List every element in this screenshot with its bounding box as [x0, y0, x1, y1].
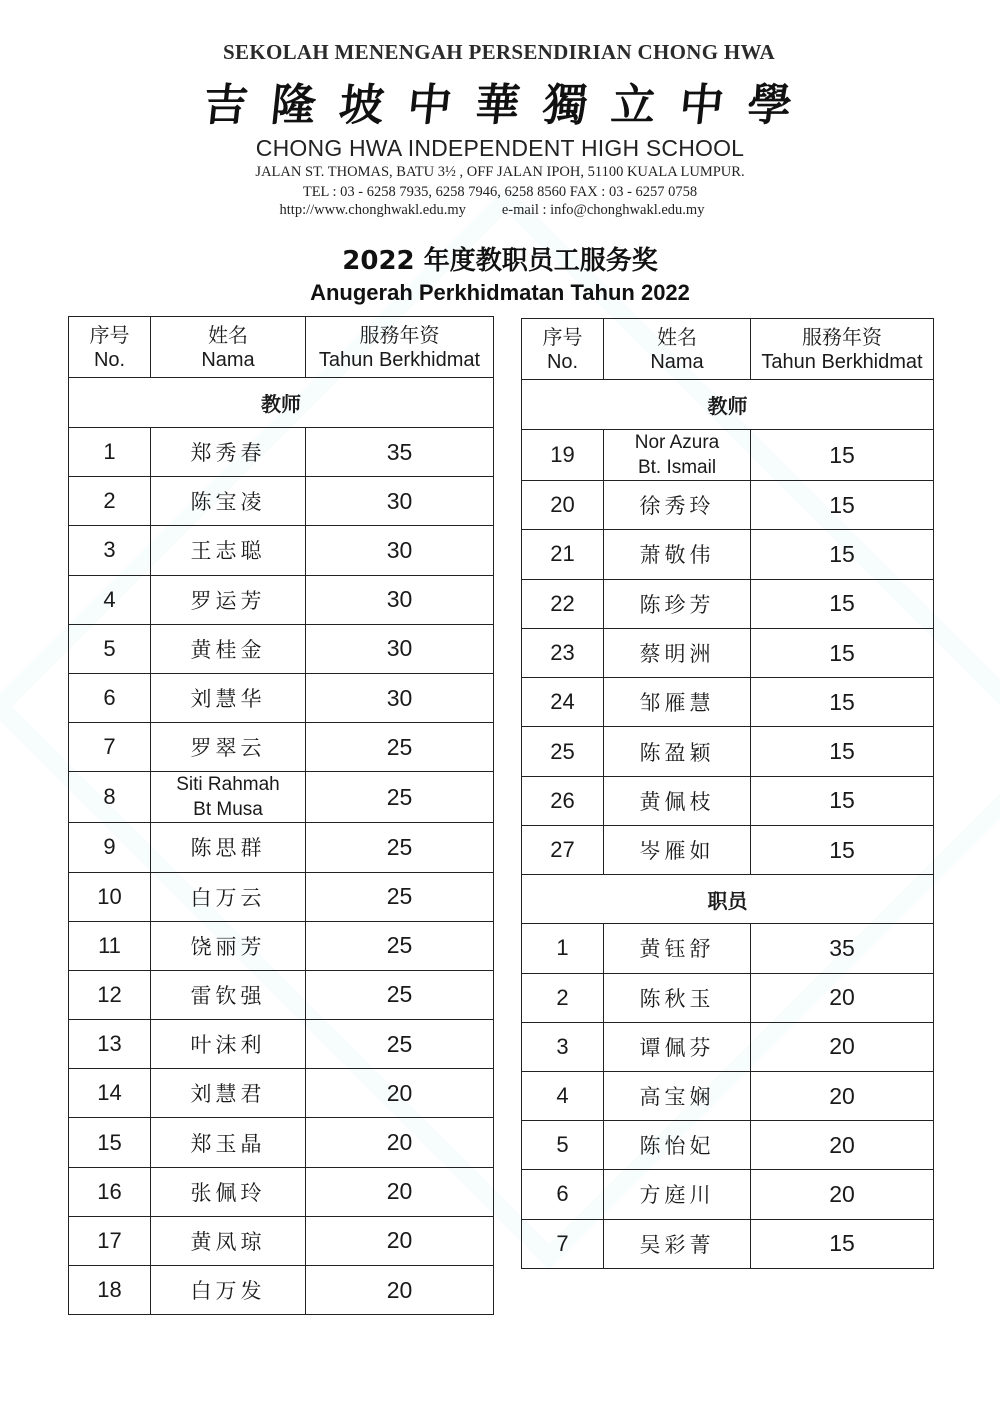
right-teacher-body: [522, 430, 934, 875]
row-years: 15: [751, 579, 934, 628]
row-number: 1: [522, 924, 604, 973]
row-years: 15: [751, 1219, 934, 1268]
row-number: 13: [69, 1020, 151, 1069]
row-number: 3: [69, 526, 151, 575]
row-years: 25: [306, 723, 494, 772]
table-row: [522, 776, 934, 825]
school-phone-fax: TEL : 03 - 6258 7935, 6258 7946, 6258 8560 FAX : 03 - 6257 0758: [302, 184, 698, 200]
row-name: 谭佩芬: [604, 1022, 751, 1071]
table-row: [69, 1069, 494, 1118]
school-email: e-mail : info@chonghwakl.edu.my: [501, 202, 705, 218]
table-row: [69, 1020, 494, 1069]
row-name: 白万云: [151, 872, 306, 921]
row-number: 15: [69, 1118, 151, 1167]
row-years: 25: [306, 921, 494, 970]
table-row: [69, 477, 494, 526]
table-row: [69, 823, 494, 872]
row-number: 20: [522, 481, 604, 530]
table-row: [69, 1118, 494, 1167]
header-no: 序号 No.: [522, 319, 604, 380]
row-name: 陈宝凌: [151, 477, 306, 526]
letterhead: [0, 40, 1000, 219]
section-row-teachers: [69, 378, 494, 428]
page-title-malay: Anugerah Perkhidmatan Tahun 2022: [310, 280, 690, 305]
table-row: [522, 973, 934, 1022]
row-number: 1: [69, 428, 151, 477]
row-number: 19: [522, 430, 604, 481]
row-name: 白万发: [151, 1266, 306, 1315]
row-name: 蔡明洲: [604, 628, 751, 677]
row-years: 15: [751, 776, 934, 825]
header-no: 序号 No.: [69, 317, 151, 378]
row-number: 10: [69, 872, 151, 921]
row-number: 27: [522, 826, 604, 875]
row-name: 郑秀春: [151, 428, 306, 477]
row-number: 11: [69, 921, 151, 970]
section-label-staff: 职员: [522, 875, 934, 924]
row-name: 岑雁如: [604, 826, 751, 875]
row-years: 25: [306, 872, 494, 921]
row-name: 张佩玲: [151, 1167, 306, 1216]
table-row: [69, 575, 494, 624]
row-years: 25: [306, 823, 494, 872]
section-row-teachers: [522, 380, 934, 430]
row-years: 15: [751, 628, 934, 677]
row-number: 22: [522, 579, 604, 628]
school-website: http://www.chonghwakl.edu.my: [279, 202, 466, 218]
table-row: [69, 1167, 494, 1216]
table-row: [522, 1071, 934, 1120]
row-name: Siti Rahmah Bt Musa: [151, 772, 306, 823]
row-years: 20: [751, 1121, 934, 1170]
table-row: [522, 628, 934, 677]
table-header-row: [69, 317, 494, 378]
section-label-teachers: 教师: [69, 378, 494, 428]
header-years: 服務年资 Tahun Berkhidmat: [751, 319, 934, 380]
school-address: JALAN ST. THOMAS, BATU 3½ , OFF JALAN IPOH, 51100 KUALA LUMPUR.: [255, 164, 745, 180]
row-name: 萧敬伟: [604, 530, 751, 579]
row-number: 16: [69, 1167, 151, 1216]
row-years: 20: [751, 973, 934, 1022]
table-row: [522, 579, 934, 628]
row-name: 高宝娴: [604, 1071, 751, 1120]
row-name: 饶丽芳: [151, 921, 306, 970]
row-name: 王志聪: [151, 526, 306, 575]
table-row: [522, 1170, 934, 1219]
web-contacts: [0, 202, 1000, 219]
row-years: 30: [306, 526, 494, 575]
table-row: [69, 428, 494, 477]
school-name-chinese: 吉隆坡中華獨立中學: [200, 80, 819, 131]
table-row: [522, 826, 934, 875]
row-name: 方庭川: [604, 1170, 751, 1219]
row-years: 20: [306, 1167, 494, 1216]
table-row: [69, 970, 494, 1019]
table-row: [522, 1219, 934, 1268]
row-number: 7: [522, 1219, 604, 1268]
row-years: 15: [751, 430, 934, 481]
row-years: 20: [306, 1118, 494, 1167]
row-years: 35: [751, 924, 934, 973]
row-years: 20: [306, 1216, 494, 1265]
row-years: 15: [751, 481, 934, 530]
row-years: 15: [751, 826, 934, 875]
row-number: 5: [69, 624, 151, 673]
row-number: 25: [522, 727, 604, 776]
row-years: 15: [751, 678, 934, 727]
table-row: [522, 727, 934, 776]
row-years: 25: [306, 772, 494, 823]
row-years: 20: [751, 1071, 934, 1120]
row-number: 2: [522, 973, 604, 1022]
row-years: 20: [751, 1022, 934, 1071]
table-row: [522, 1121, 934, 1170]
row-name: 陈秋玉: [604, 973, 751, 1022]
row-name: 徐秀玲: [604, 481, 751, 530]
row-name: 刘慧君: [151, 1069, 306, 1118]
row-number: 3: [522, 1022, 604, 1071]
header-name: 姓名 Nama: [151, 317, 306, 378]
left-table-body: [69, 428, 494, 1315]
row-name: 陈思群: [151, 823, 306, 872]
row-number: 8: [69, 772, 151, 823]
page-title-chinese: 2022 年度教职员工服务奖: [342, 246, 658, 276]
row-number: 4: [522, 1071, 604, 1120]
row-number: 4: [69, 575, 151, 624]
table-header-row: [522, 319, 934, 380]
row-years: 20: [751, 1170, 934, 1219]
table-row: [69, 772, 494, 823]
row-name: 黄桂金: [151, 624, 306, 673]
row-name: 陈珍芳: [604, 579, 751, 628]
row-years: 25: [306, 970, 494, 1019]
table-row: [69, 921, 494, 970]
row-years: 25: [306, 1020, 494, 1069]
row-number: 6: [522, 1170, 604, 1219]
table-row: [522, 481, 934, 530]
school-name-malay: SEKOLAH MENENGAH PERSENDIRIAN CHONG HWA: [223, 40, 775, 64]
row-number: 14: [69, 1069, 151, 1118]
section-label-teachers: 教师: [522, 380, 934, 430]
table-row: [522, 530, 934, 579]
row-name: 吴彩菁: [604, 1219, 751, 1268]
row-years: 30: [306, 624, 494, 673]
school-name-english: CHONG HWA INDEPENDENT HIGH SCHOOL: [255, 135, 745, 161]
row-name: 黄钰舒: [604, 924, 751, 973]
row-number: 26: [522, 776, 604, 825]
row-name: 陈盈颖: [604, 727, 751, 776]
row-number: 21: [522, 530, 604, 579]
row-years: 20: [306, 1266, 494, 1315]
row-years: 30: [306, 477, 494, 526]
row-name: 刘慧华: [151, 673, 306, 722]
row-number: 12: [69, 970, 151, 1019]
table-row: [69, 1266, 494, 1315]
table-row: [522, 924, 934, 973]
row-name: 郑玉晶: [151, 1118, 306, 1167]
row-years: 20: [306, 1069, 494, 1118]
award-table-left: [68, 316, 494, 1315]
row-name: Nor Azura Bt. Ismail: [604, 430, 751, 481]
row-name: 陈怡妃: [604, 1121, 751, 1170]
row-name: 罗运芳: [151, 575, 306, 624]
row-years: 15: [751, 530, 934, 579]
right-staff-body: [522, 924, 934, 1268]
award-table-right: [521, 318, 934, 1269]
row-number: 17: [69, 1216, 151, 1265]
row-name: 罗翠云: [151, 723, 306, 772]
row-number: 7: [69, 723, 151, 772]
table-row: [69, 624, 494, 673]
table-row: [522, 430, 934, 481]
row-name: 雷钦强: [151, 970, 306, 1019]
row-name: 黄凤琼: [151, 1216, 306, 1265]
row-years: 35: [306, 428, 494, 477]
row-name: 黄佩枝: [604, 776, 751, 825]
row-number: 24: [522, 678, 604, 727]
table-row: [69, 1216, 494, 1265]
row-number: 5: [522, 1121, 604, 1170]
row-years: 15: [751, 727, 934, 776]
header-years: 服務年资 Tahun Berkhidmat: [306, 317, 494, 378]
table-row: [69, 723, 494, 772]
table-row: [522, 1022, 934, 1071]
row-years: 30: [306, 575, 494, 624]
table-row: [69, 526, 494, 575]
row-number: 6: [69, 673, 151, 722]
row-years: 30: [306, 673, 494, 722]
table-row: [69, 673, 494, 722]
row-number: 2: [69, 477, 151, 526]
row-name: 邹雁慧: [604, 678, 751, 727]
table-row: [69, 872, 494, 921]
row-name: 叶沫利: [151, 1020, 306, 1069]
header-name: 姓名 Nama: [604, 319, 751, 380]
table-row: [522, 678, 934, 727]
row-number: 23: [522, 628, 604, 677]
section-row-staff: [522, 875, 934, 924]
row-number: 9: [69, 823, 151, 872]
row-number: 18: [69, 1266, 151, 1315]
